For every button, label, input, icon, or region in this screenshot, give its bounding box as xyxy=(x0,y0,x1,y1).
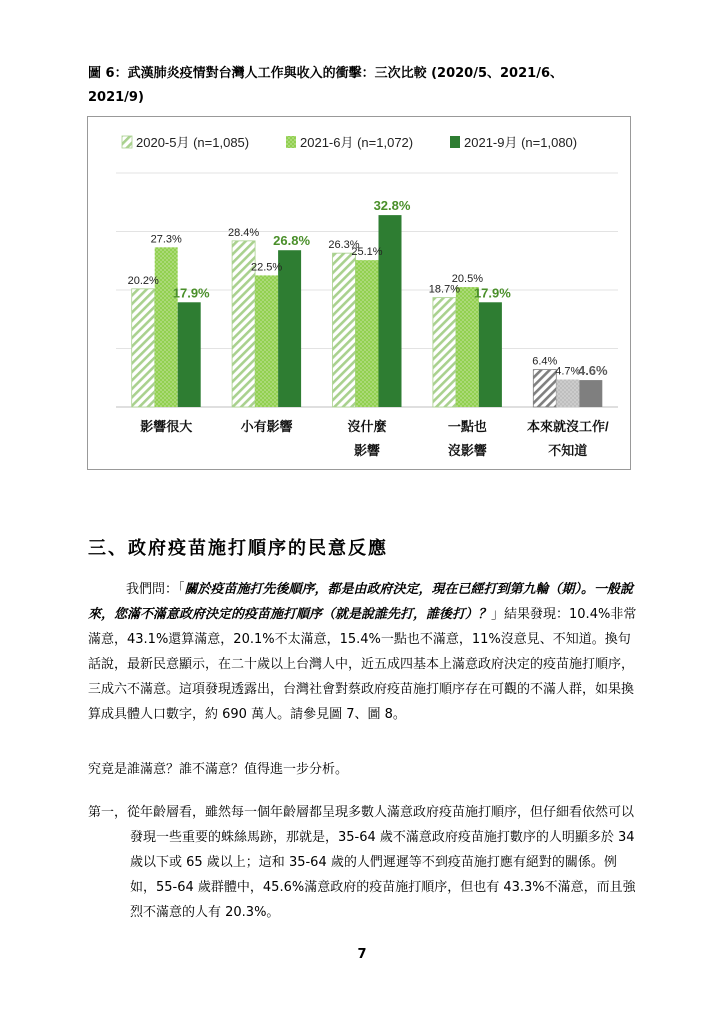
value-label-1-1: 20.2% xyxy=(127,274,159,287)
value-label-2-2: 22.5% xyxy=(250,261,283,274)
value-label-2-5: 4.7% xyxy=(555,365,581,378)
bar-1-5 xyxy=(533,370,556,407)
bar-3-3 xyxy=(379,215,402,407)
legend-label-2: 2021-6月 (n=1,072) xyxy=(300,135,414,150)
legend-swatch-3 xyxy=(450,136,460,148)
legend-label-1: 2020-5月 (n=1,085) xyxy=(136,135,250,150)
category-label-1-1: 影響很大 xyxy=(140,419,193,434)
value-label-1-5: 6.4% xyxy=(532,355,558,368)
bar-3-2 xyxy=(278,250,301,407)
bar-chart xyxy=(88,117,630,469)
figure-caption-line1: 圖 6：武漢肺炎疫情對台灣人工作與收入的衝擊：三次比較 (2020/5、2021/6、 xyxy=(88,66,563,81)
figure-caption xyxy=(88,62,648,110)
category-label-3-2: 影響 xyxy=(353,443,381,458)
value-label-1-4: 18.7% xyxy=(428,283,461,296)
paragraph-1-rest: 」結果發現：10.4%非常滿意，43.1%還算滿意，20.1%不太滿意，15.4%一點也不滿意，11%沒意見、不知道。換句話說，最新民意顯示，在二十歲以上台灣人中，近五成四基本上滿意政府決定的疫苗施打順序，三成六不滿意。這項發現透露出，台灣社會對蔡政府疫苗施打順序存在可觀的不滿人群，如果換算成具體人口數字，約 690 萬人。請參見圖 7、圖 8。 xyxy=(88,607,637,722)
survey-question: 關於疫苗施打先後順序，都是由政府決定，現在已經打到第九輪（期）。一般說來，您滿不滿意政府決定的疫苗施打順序（就是說誰先打，誰後打）？ xyxy=(88,582,634,622)
page-number: 7 xyxy=(357,947,367,962)
category-label-5-2: 不知道 xyxy=(548,443,588,458)
value-label-3-2: 26.8% xyxy=(273,233,311,249)
figure-caption-line2: 2021/9) xyxy=(88,90,144,105)
value-label-1-2: 28.4% xyxy=(227,226,260,239)
category-label-4-2: 沒影響 xyxy=(447,443,487,458)
paragraph-3: 第一，從年齡層看，雖然每一個年齡層都呈現多數人滿意政府疫苗施打順序，但仔細看依然可以發現一些重要的蛛絲馬跡，那就是，35-64 歲不滿意政府疫苗施打數序的人明顯多於 34 歲以下或 65 歲以上；這和 35-64 歲的人們遲遲等不到疫苗施打應有絕對的關係。例如，55-64 歲群體中，45.6%滿意政府的疫苗施打順序，但也有 43.3%不滿意，而且強烈不滿意的人有 20.3%。 xyxy=(88,805,636,920)
bar-1-1 xyxy=(132,289,155,407)
legend-label-3: 2021-9月 (n=1,080) xyxy=(464,135,578,150)
bar-2-4 xyxy=(456,287,479,407)
paragraph-1-lead: 我們問：「 xyxy=(126,582,185,597)
category-label-4-1: 一點也 xyxy=(447,419,487,434)
value-label-3-1: 17.9% xyxy=(172,285,210,301)
bar-2-5 xyxy=(556,380,579,407)
bar-1-4 xyxy=(433,298,456,407)
legend-swatch-1 xyxy=(122,136,132,148)
value-label-2-4: 20.5% xyxy=(451,273,484,286)
category-label-3-1: 沒什麼 xyxy=(347,419,387,434)
legend-swatch-2 xyxy=(286,136,296,148)
value-label-3-3: 32.8% xyxy=(373,198,411,214)
category-label-5-1: 本來就沒工作/ xyxy=(526,419,609,434)
value-label-3-5: 4.6% xyxy=(577,363,608,379)
bar-2-1 xyxy=(155,247,178,407)
paragraph-1 xyxy=(88,577,640,727)
value-label-3-4: 17.9% xyxy=(473,285,511,301)
section-title: 三、政府疫苗施打順序的民意反應 xyxy=(88,538,388,559)
bar-3-5 xyxy=(579,380,602,407)
bar-3-4 xyxy=(479,302,502,407)
bar-2-3 xyxy=(356,260,379,407)
value-label-2-1: 27.3% xyxy=(150,233,182,246)
value-label-2-3: 25.1% xyxy=(351,246,383,259)
chart-frame xyxy=(87,116,631,470)
value-label-1-3: 26.3% xyxy=(328,239,360,252)
bar-2-2 xyxy=(255,275,278,407)
bar-1-3 xyxy=(333,253,356,407)
category-label-2-1: 小有影響 xyxy=(240,419,293,434)
bar-3-1 xyxy=(178,302,201,407)
paragraph-2: 究竟是誰滿意？誰不滿意？值得進一步分析。 xyxy=(88,762,349,777)
